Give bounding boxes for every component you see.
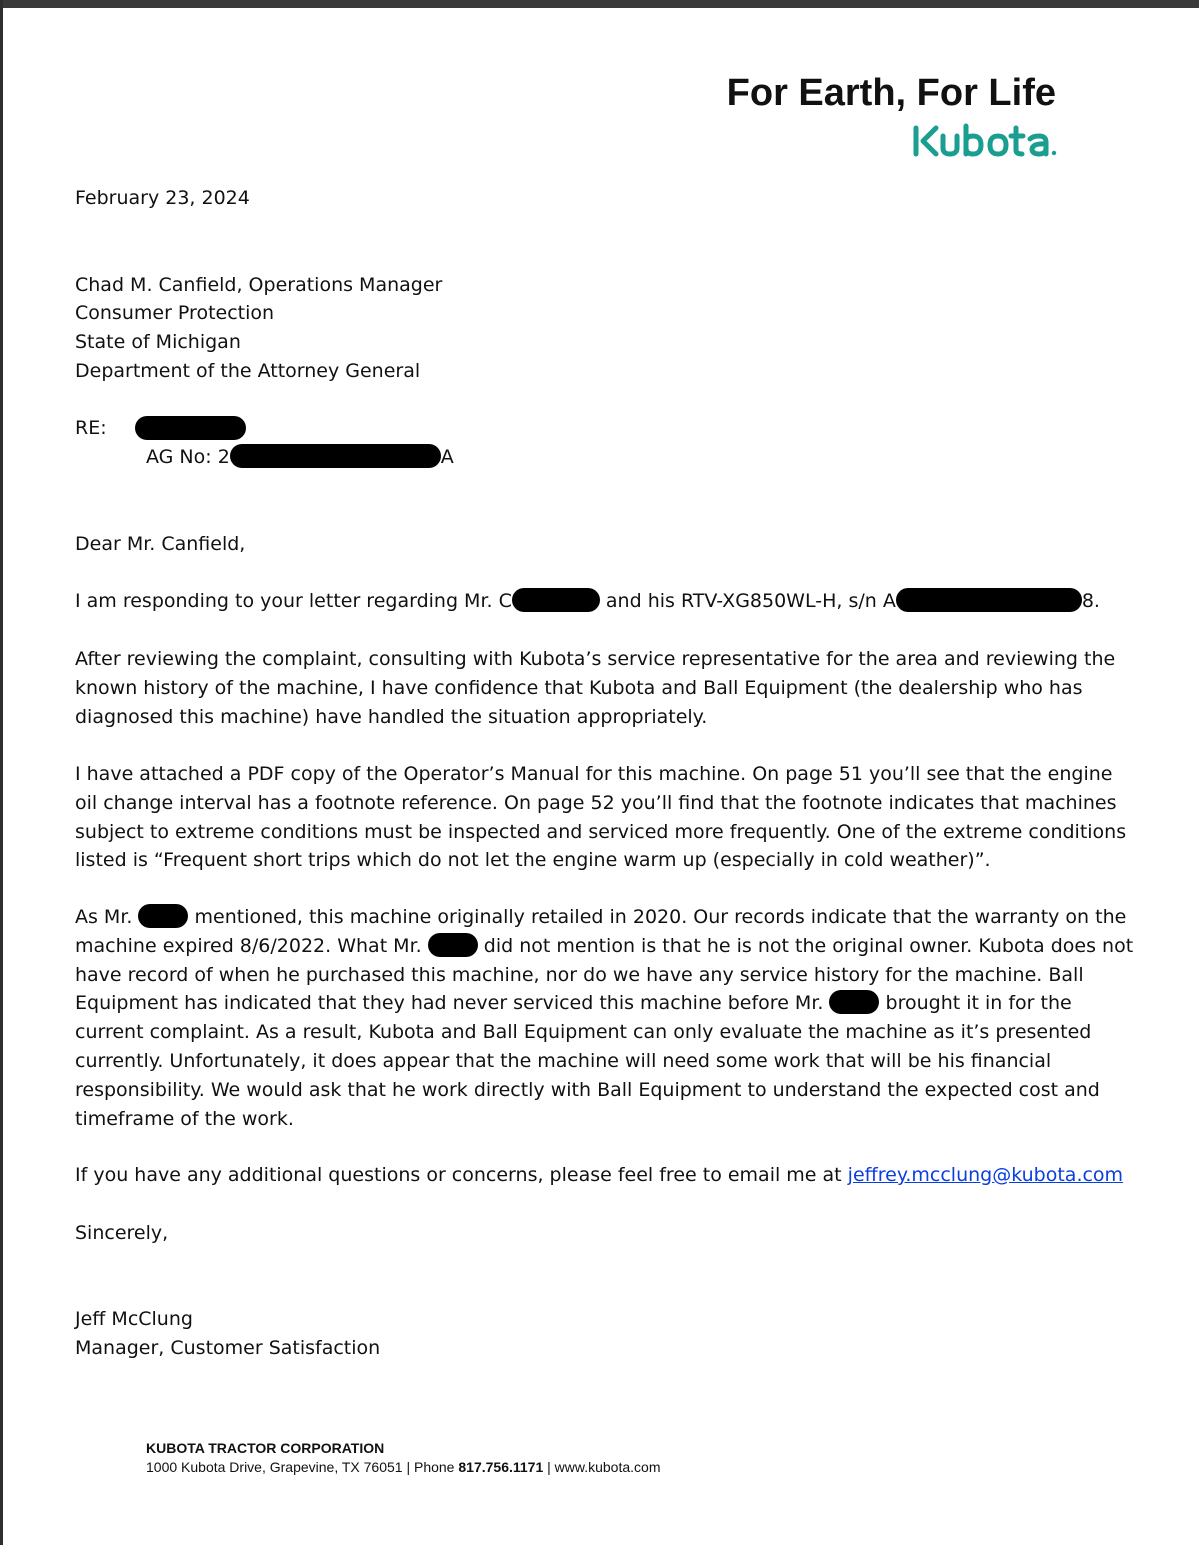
ag-number-suffix: A: [440, 446, 454, 468]
paragraph-1-part-c: 8.: [1081, 590, 1100, 612]
recipient-line-3: State of Michigan: [75, 331, 241, 353]
redaction-name: [135, 416, 246, 440]
paragraph-5-text: If you have any additional questions or concerns, please feel free to email me at: [75, 1164, 848, 1186]
redaction-surname-3: [428, 933, 478, 957]
footer-phone: 817.756.1171: [458, 1459, 544, 1475]
letter-date: February 23, 2024: [75, 187, 250, 209]
recipient-line-2: Consumer Protection: [75, 302, 275, 324]
paragraph-4-part-b: mentioned, this machine originally retailed in 2020. Our records indicate that the warranty on the machine expired 8/6/2022. What Mr.: [75, 906, 1127, 957]
paragraph-4-part-c: did not mention is that he is not the original owner. Kubota does not have record of when he purchased this machine, nor do we have any service history for the machine. Ball Equipment has indicated that they had never serviced this machine before Mr.: [75, 934, 1134, 1015]
paragraph-5: [75, 1161, 1123, 1190]
paragraph-1-part-b: and his RTV-XG850WL-H, s/n A: [599, 590, 896, 612]
paragraph-1-part-a: I am responding to your letter regarding Mr. C: [75, 590, 512, 612]
redaction-ag-number: [230, 444, 441, 468]
brand-tagline: For Earth, For Life: [726, 72, 1056, 114]
paragraph-4-part-d: brought it in for the current complaint. As a result, Kubota and Ball Equipment can only evaluate the machine as it’s presented currently. Unfortunately, it does appear that the machine will need some work that will be his financial responsibility. We would ask that he work directly with Ball Equipment to understand the expected cost and timeframe of the work.: [75, 992, 1100, 1130]
redaction-surname: [512, 588, 600, 612]
paragraph-1: [75, 587, 1100, 616]
signer-name: Jeff McClung: [75, 1308, 193, 1330]
kubota-logo: [912, 122, 1064, 162]
footer-address-line: [146, 1459, 661, 1475]
redaction-surname-2: [138, 904, 188, 928]
footer-address: 1000 Kubota Drive, Grapevine, TX 76051 | Phone: [146, 1459, 459, 1475]
redaction-surname-4: [829, 990, 879, 1014]
footer-website: | www.kubota.com: [543, 1459, 661, 1475]
paragraph-4: [75, 903, 1135, 1133]
recipient-line-4: Department of the Attorney General: [75, 360, 421, 382]
footer-company: KUBOTA TRACTOR CORPORATION: [146, 1440, 385, 1456]
closing: Sincerely,: [75, 1222, 169, 1244]
redaction-serial: [896, 588, 1082, 612]
salutation: Dear Mr. Canfield,: [75, 533, 246, 555]
re-label: RE:: [75, 417, 107, 439]
ag-number-line: [146, 443, 454, 472]
ag-number-prefix: AG No: 2: [146, 446, 230, 468]
paragraph-2: After reviewing the complaint, consulting with Kubota’s service representative for the area and reviewing the known history of the machine, I have confidence that Kubota and Ball Equipment (the dealership who has diagnosed this machine) have handled the situation appropriately.: [75, 648, 1116, 728]
recipient-line-1: Chad M. Canfield, Operations Manager: [75, 274, 443, 296]
email-link[interactable]: jeffrey.mcclung@kubota.com: [847, 1164, 1124, 1186]
paragraph-3: I have attached a PDF copy of the Operator’s Manual for this machine. On page 51 you’ll see that the engine oil change interval has a footnote reference. On page 52 you’ll find that the footnote indicates that machines subject to extreme conditions must be inspected and serviced more frequently. One of the extreme conditions listed is “Frequent short trips which do not let the engine warm up (especially in cold weather)”.: [75, 763, 1127, 872]
signer-title: Manager, Customer Satisfaction: [75, 1337, 381, 1359]
paragraph-4-part-a: As Mr.: [75, 906, 139, 928]
